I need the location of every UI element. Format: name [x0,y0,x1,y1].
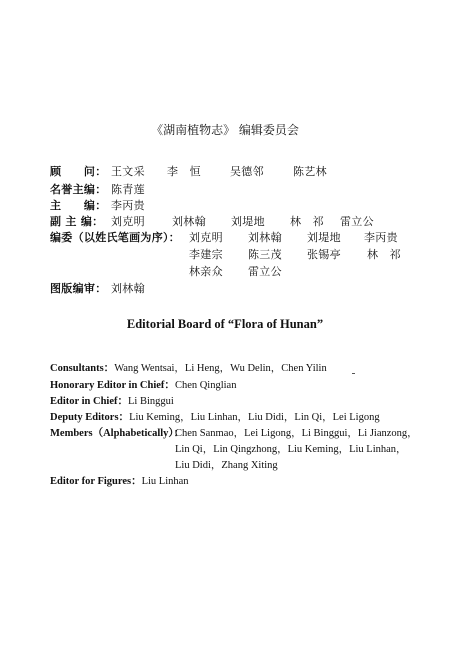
zh-consultant-name: 李 恒 [167,165,201,178]
zh-consultant-name: 吴德邻 [230,165,264,178]
en-figures-editor-label: Editor for Figures： [50,476,142,487]
stray-mark [352,373,355,374]
en-honorary-editor-label: Honorary Editor in Chief： [50,380,175,391]
zh-member-name: 林亲众 [189,265,223,278]
en-editor-in-chief-label: Editor in Chief： [50,396,128,407]
zh-member-name: 刘克明 [189,231,223,244]
en-members-line: Liu Didi，Zhang Xiting [175,460,278,471]
en-consultants-label: Consultants： [50,363,115,374]
en-honorary-editor-name: Chen Qinglian [174,380,237,391]
zh-figures-editor-label: 图版编审： [50,282,107,295]
zh-member-name: 刘堤地 [307,231,341,244]
en-members-line: Lin Qi，Lin Qingzhong，Liu Keming，Liu Linhan， [175,444,407,455]
zh-consultant-name: 王文采 [111,165,145,178]
en-consultants-row [50,360,327,375]
zh-member-name: 李丙贵 [364,231,398,244]
zh-deputy-editors-label: 副 主 编： [50,215,104,228]
zh-deputy-editor-name: 刘林翰 [172,215,206,228]
zh-honorary-editor-label: 名誉主编： [50,183,107,196]
en-deputy-editors-label: Deputy Editors： [50,412,130,423]
zh-deputy-editor-name: 刘克明 [111,215,145,228]
zh-honorary-editor-name: 陈青莲 [111,183,145,196]
zh-editor-in-chief-label: 主 编： [50,199,107,212]
zh-member-name: 陈三茂 [248,248,282,261]
zh-editor-in-chief-name: 李丙贵 [111,199,145,212]
english-board-title: Editorial Board of “Flora of Hunan” [126,317,324,331]
en-members-line: Chen Sanmao，Lei Ligong，Li Binggui，Li Jianzong， [175,428,418,439]
en-editor-in-chief-name: Li Binggui [127,396,174,407]
en-figures-editor-row [50,473,189,488]
en-honorary-editor-row [50,377,236,392]
chinese-board-title: 《湖南植物志》 编辑委员会 [151,123,299,137]
zh-member-name: 林 祁 [367,248,401,261]
zh-consultants-label: 顾 问： [50,165,107,178]
zh-figures-editor-name: 刘林翰 [111,282,145,295]
zh-deputy-editor-name: 雷立公 [340,215,374,228]
en-members-label: Members（Alphabetically）： [50,428,185,439]
zh-members-label: 编委（以姓氏笔画为序）： [50,231,181,244]
en-editor-in-chief-row [50,393,174,408]
zh-member-name: 雷立公 [248,265,282,278]
zh-deputy-editor-name: 林 祁 [290,215,324,228]
en-deputy-editors-row [50,409,380,424]
zh-member-name: 张锡亭 [307,248,341,261]
zh-consultant-name: 陈艺林 [293,165,327,178]
en-deputy-editors-names: Liu Keming，Liu Linhan，Liu Didi，Lin Qi，Lei Ligong [129,412,380,423]
zh-member-name: 李建宗 [189,248,223,261]
en-figures-editor-name: Liu Linhan [141,476,189,487]
zh-deputy-editor-name: 刘堤地 [231,215,265,228]
en-consultants-names: Wang Wentsai，Li Heng，Wu Delin，Chen Yilin [114,363,327,374]
zh-member-name: 刘林翰 [248,231,282,244]
